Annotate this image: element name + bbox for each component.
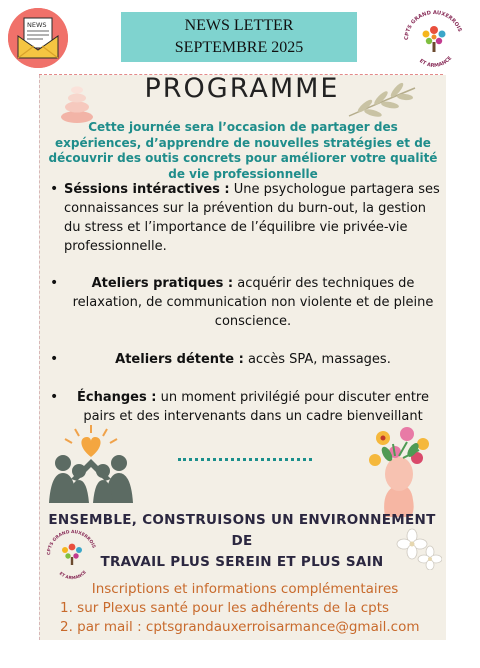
bullet-icon: •: [50, 351, 59, 367]
newsletter-envelope-icon: [8, 8, 68, 68]
programme-intro: Cette journée sera l’occasion de partager des expériences, d’apprendre de nouvelles stratégies et de découvrir des outis concrets pour améliorer votre qualité de vie professionnelle: [48, 120, 438, 181]
dotted-divider: [178, 458, 312, 461]
registration-info: [60, 580, 430, 637]
svg-text:CPTS GRAND AUXERROIS: CPTS GRAND AUXERROIS: [403, 9, 463, 41]
newsletter-title-box: [121, 12, 357, 62]
registration-line-2: 2. par mail : cptsgrandauxerroisarmance@gmail.com: [60, 619, 420, 635]
svg-text:NEWS: NEWS: [27, 21, 47, 29]
svg-text:CPTS GRAND AUXERROIS: CPTS GRAND AUXERROIS: [46, 529, 96, 556]
newsletter-date: SEPTEMBRE 2025: [174, 39, 304, 56]
svg-text:ET ARMANCE: ET ARMANCE: [418, 55, 454, 69]
registration-line-1: 1. sur Plexus santé pour les adhérents de la cpts: [60, 600, 390, 616]
bullet-icon: •: [50, 275, 59, 291]
bullet-icon: •: [50, 181, 59, 197]
slogan-line-2: TRAVAIL PLUS SEREIN ET PLUS SAIN: [100, 554, 384, 570]
list-item-text: Ateliers pratiques : acquérir des techniques de relaxation, de communication non violente et de pleine conscience.: [72, 276, 434, 329]
slogan-line-1: ENSEMBLE, CONSTRUISONS UN ENVIRONNEMENT DE: [48, 512, 436, 549]
group-hug-icon: [41, 423, 141, 505]
list-item-text: Échanges : un moment privilégié pour discuter entre pairs et des intervenants dans un cadre bienveillant: [77, 390, 429, 424]
white-flowers-icon: [396, 528, 442, 570]
slogan: [42, 510, 442, 573]
svg-text:ET ARMANCE: ET ARMANCE: [58, 569, 88, 581]
flower-head-icon: [355, 422, 441, 517]
newsletter-title: NEWS LETTER: [184, 17, 294, 34]
cpts-logo-small: [44, 527, 100, 581]
list-item-text: Ateliers détente : accès SPA, massages.: [115, 352, 391, 367]
cpts-logo: [400, 6, 468, 72]
registration-heading: Inscriptions et informations complémentaires: [91, 581, 399, 597]
bullet-icon: •: [50, 389, 59, 405]
programme-title: PROGRAMME: [144, 73, 340, 104]
list-item-text: Séssions intéractives : Une psychologue partagera ses connaissances sur la prévention du burn-out, la gestion du stress et l’importance de l’équilibre vie privée-vie professionnelle.: [64, 182, 440, 254]
